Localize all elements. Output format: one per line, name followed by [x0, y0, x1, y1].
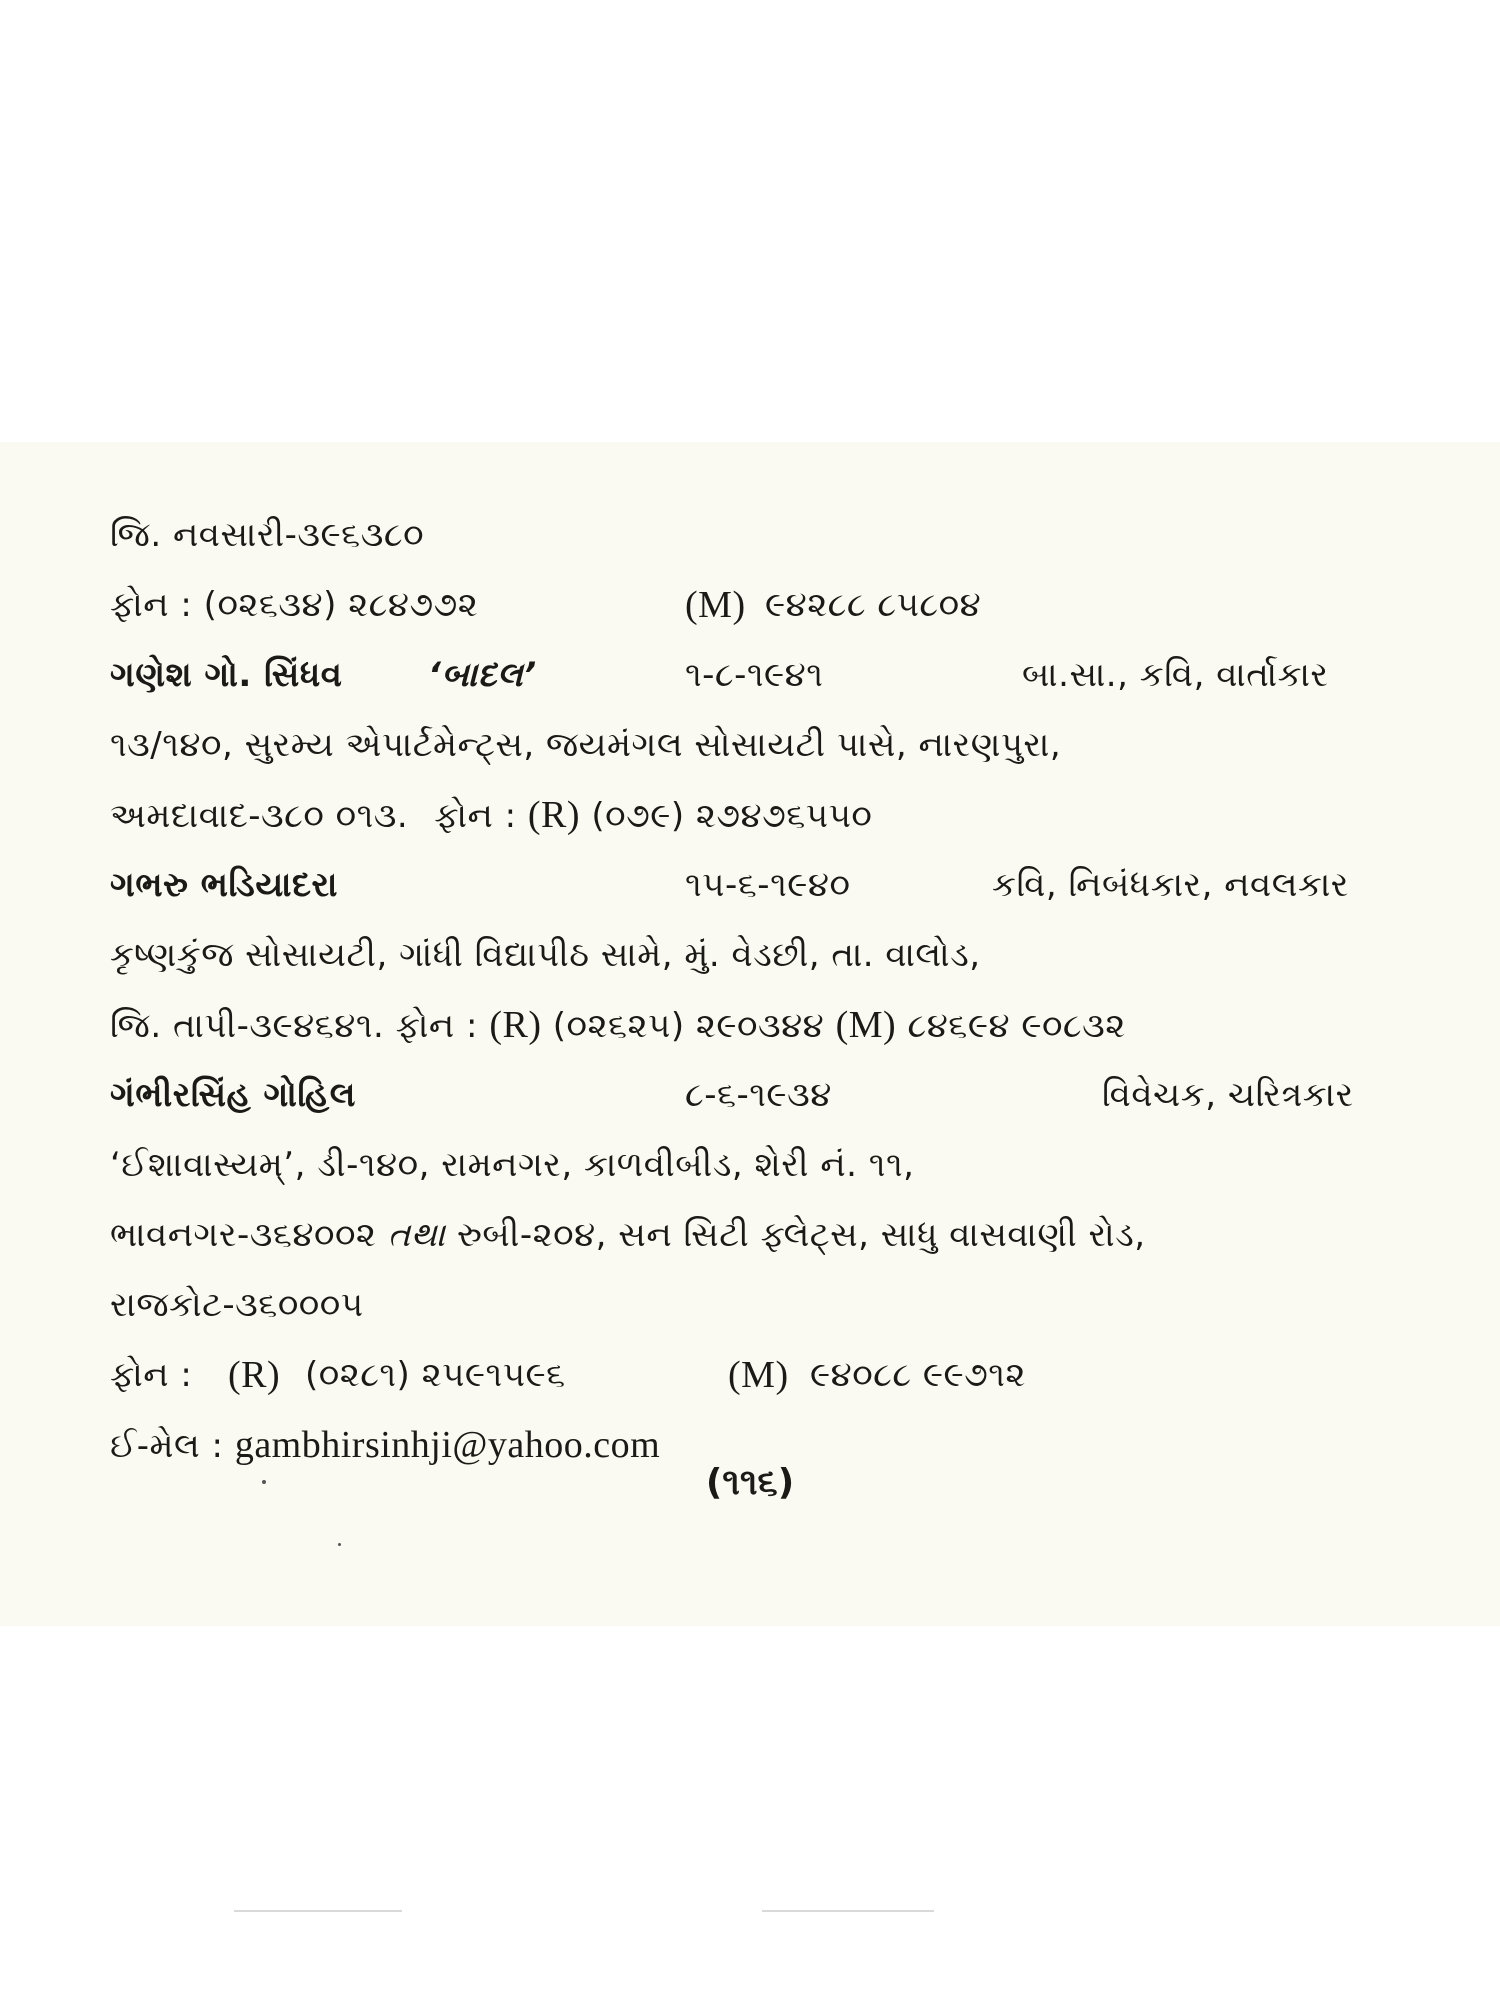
address-line	[110, 1207, 1430, 1263]
phone-label: ફોન :	[110, 1355, 193, 1395]
residence-label: (R)	[228, 1354, 281, 1396]
address-phone-line	[110, 787, 1430, 843]
author-name: ગંભીરસિંહ ગોહિલ	[110, 1075, 356, 1115]
phone-number: (૦૨૮૧) ૨૫૯૧૫૯૬	[305, 1355, 566, 1395]
address-line	[110, 717, 1430, 773]
author-name: ગણેશ ગો. સિંધવ	[110, 655, 343, 695]
residence-label: (R)	[489, 1004, 542, 1046]
address-line	[110, 507, 1430, 563]
phone-line	[110, 1347, 1430, 1403]
address-text: રુબી-૨૦૪, સન સિટી ફ્લેટ્સ, સાધુ વાસવાણી રોડ,	[456, 1215, 1146, 1255]
mobile-number: ૯૪૦૮૮ ૯૯૭૧૨	[810, 1355, 1026, 1395]
conjunction-text: તથા	[387, 1215, 446, 1255]
address-line	[110, 1137, 1430, 1193]
birth-date: ૧૫-૬-૧૯૪૦	[685, 865, 851, 905]
address-text: ૧૩/૧૪૦, સુરમ્ય એપાર્ટમેન્ટ્સ, જયમંગલ સોસાયટી પાસે, નારણપુરા,	[110, 725, 1062, 765]
mobile-number: ૮૪૬૯૪ ૯૦૮૩૨	[907, 1006, 1126, 1046]
phone-text: ફોન : (૦૨૬૩૪) ૨૮૪૭૭૨	[110, 585, 479, 625]
address-text: જિ. તાપી-૩૯૪૬૪૧. ફોન :	[110, 1006, 479, 1046]
address-text: ‘ઈશાવાસ્યમ્’, ડી-૧૪૦, રામનગર, કાળવીબીડ, શેરી નં. ૧૧,	[110, 1145, 915, 1185]
address-text: રાજકોટ-૩૬૦૦૦૫	[110, 1285, 364, 1325]
print-speck	[338, 1543, 341, 1546]
scan-edge-mark	[762, 1910, 934, 1912]
phone-label: ફોન :	[434, 796, 517, 836]
mobile-label: (M)	[685, 584, 746, 626]
entry-header-sindhav	[110, 647, 1430, 703]
address-text: ભાવનગર-૩૬૪૦૦૨	[110, 1215, 377, 1255]
author-alias: ‘બાદલ’	[428, 655, 537, 695]
author-name: ગભરુ ભડિયાદરા	[110, 865, 338, 905]
address-phone-line	[110, 997, 1430, 1053]
email-label: ઈ-મેલ :	[110, 1426, 224, 1466]
phone-number: (૦૨૬૨૫) ૨૯૦૩૪૪	[552, 1006, 825, 1046]
entry-header-gohil	[110, 1067, 1430, 1123]
birth-date: ૧-૮-૧૯૪૧	[685, 655, 824, 695]
mobile-number: ૯૪૨૮૮ ૮૫૮૦૪	[765, 585, 982, 625]
district-text: જિ. નવસારી-૩૯૬૩૮૦	[110, 515, 425, 555]
mobile-label: (M)	[835, 1004, 897, 1046]
author-role: કવિ, નિબંધકાર, નવલકાર	[992, 865, 1349, 905]
residence-label: (R)	[527, 794, 581, 836]
phone-number: (૦૭૯) ૨૭૪૭૬૫૫૦	[591, 796, 873, 836]
email-address: gambhirsinhji@yahoo.com	[234, 1424, 661, 1466]
author-role: બા.સા., કવિ, વાર્તાકાર	[1022, 655, 1329, 695]
print-speck	[262, 1480, 266, 1484]
address-line	[110, 1277, 1430, 1333]
mobile-label: (M)	[728, 1354, 789, 1396]
page-number: (૧૧૬)	[705, 1462, 795, 1503]
scan-edge-mark	[234, 1910, 402, 1912]
author-role: વિવેચક, ચરિત્રકાર	[1102, 1075, 1354, 1115]
entry-header-bhadiyadara	[110, 857, 1430, 913]
address-line	[110, 927, 1430, 983]
address-text: કૃષ્ણકુંજ સોસાયટી, ગાંધી વિદ્યાપીઠ સામે, મું. વેડછી, તા. વાલોડ,	[110, 935, 981, 975]
address-text: અમદાવાદ-૩૮૦ ૦૧૩.	[110, 796, 409, 836]
phone-line	[110, 577, 1430, 633]
birth-date: ૮-૬-૧૯૩૪	[685, 1075, 832, 1115]
book-page	[0, 442, 1500, 1626]
